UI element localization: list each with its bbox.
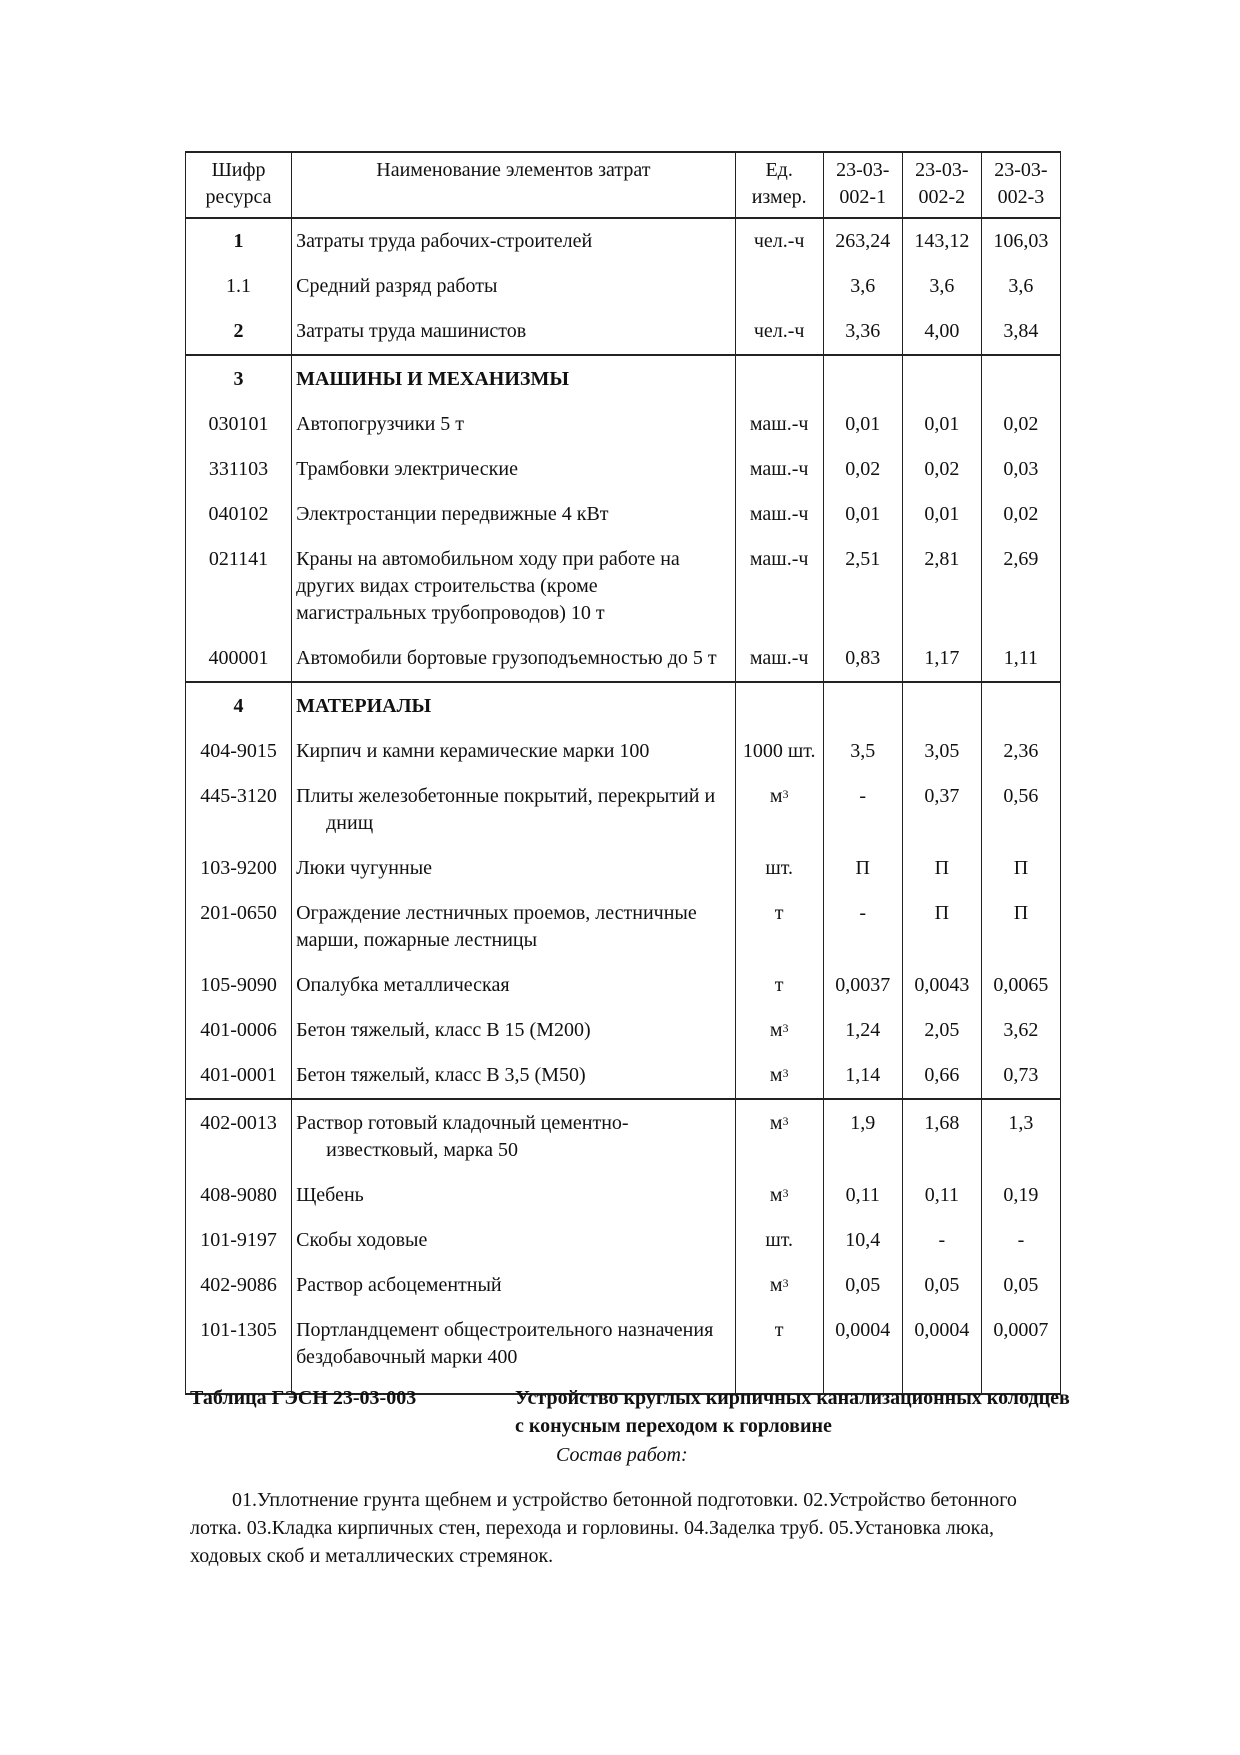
resource-name-text: Плиты железобетонные покрытий, перекрытий и — [296, 785, 716, 807]
unit-text: маш.-ч — [749, 413, 809, 435]
table-row — [186, 355, 1061, 402]
value-col2: 4,00 — [902, 309, 981, 355]
unit-cell — [735, 682, 823, 729]
resource-name-text: Скобы ходовые — [296, 1229, 428, 1251]
unit-cell — [735, 1053, 823, 1099]
value-col2: 2,81 — [902, 537, 981, 636]
table-row — [186, 492, 1061, 537]
unit-cell — [735, 537, 823, 636]
resource-code: 101-9197 — [186, 1218, 292, 1263]
resource-name-text: МАТЕРИАЛЫ — [296, 695, 432, 717]
unit-text: м — [769, 1112, 783, 1134]
resource-name-text: Щебень — [296, 1184, 364, 1206]
value-col1: 263,24 — [823, 218, 902, 264]
unit-cell — [735, 218, 823, 264]
resource-name-text: Ограждение лестничных проемов, лестничные марши, пожарные лестницы — [296, 902, 697, 951]
value-col1: 10,4 — [823, 1218, 902, 1263]
unit-text: маш.-ч — [749, 503, 809, 525]
value-col1: 0,01 — [823, 492, 902, 537]
value-col1: 3,6 — [823, 264, 902, 309]
unit-cell — [735, 309, 823, 355]
resource-name — [292, 1263, 736, 1308]
value-col2: П — [902, 846, 981, 891]
unit-exponent: 3 — [782, 1114, 789, 1128]
value-col1: 0,05 — [823, 1263, 902, 1308]
resource-code: 4 — [186, 682, 292, 729]
resource-name — [292, 963, 736, 1008]
value-col1: 1,24 — [823, 1008, 902, 1053]
value-col2: 0,37 — [902, 774, 981, 846]
resource-name-text: МАШИНЫ И МЕХАНИЗМЫ — [296, 368, 569, 390]
value-col1: 3,5 — [823, 729, 902, 774]
resource-name-text: Автомобили бортовые грузоподъемностью до 5 т — [296, 647, 717, 669]
unit-cell — [735, 891, 823, 963]
resource-name-text: Люки чугунные — [296, 857, 433, 879]
value-col3: 0,73 — [981, 1053, 1060, 1099]
table-number: Таблица ГЭСН 23-03-003 — [190, 1387, 417, 1409]
works-description: 01.Уплотнение грунта щебнем и устройство бетонной подготовки. 02.Устройство бетонного лотка. 03.Кладка кирпичных стен, перехода и горловины. 04.Заделка труб. 05.Установка люка, ходовых скоб и металлических стремянок. — [190, 1489, 1017, 1567]
value-col1: 2,51 — [823, 537, 902, 636]
table-row — [186, 1099, 1061, 1173]
resource-name — [292, 729, 736, 774]
unit-text: м — [769, 1019, 783, 1041]
resource-name — [292, 309, 736, 355]
unit-cell — [735, 1173, 823, 1218]
value-col1: П — [823, 846, 902, 891]
unit-cell — [735, 1263, 823, 1308]
resource-name — [292, 218, 736, 264]
value-col1: - — [823, 891, 902, 963]
resource-code: 331103 — [186, 447, 292, 492]
works-heading: Состав работ: — [556, 1444, 688, 1466]
value-col3: 0,03 — [981, 447, 1060, 492]
resource-name-text: Трамбовки электрические — [296, 458, 518, 480]
value-col1 — [823, 355, 902, 402]
resource-name — [292, 492, 736, 537]
resource-name — [292, 447, 736, 492]
value-col2: 2,05 — [902, 1008, 981, 1053]
resource-code: 445-3120 — [186, 774, 292, 846]
table-row — [186, 537, 1061, 636]
unit-cell — [735, 636, 823, 682]
unit-text: 1000 шт. — [742, 740, 816, 762]
resource-code: 401-0006 — [186, 1008, 292, 1053]
resource-name-text: Раствор готовый кладочный цементно- — [296, 1112, 629, 1134]
resource-name — [292, 1099, 736, 1173]
unit-cell — [735, 1308, 823, 1394]
value-col1: 1,9 — [823, 1099, 902, 1173]
unit-exponent: 3 — [782, 1021, 789, 1035]
unit-text: маш.-ч — [749, 548, 809, 570]
table-row — [186, 1218, 1061, 1263]
resource-name-text: Портландцемент общестроительного назначения бездобавочный марки 400 — [296, 1319, 714, 1368]
resource-code: 400001 — [186, 636, 292, 682]
value-col2: 1,68 — [902, 1099, 981, 1173]
value-col2: 3,6 — [902, 264, 981, 309]
resource-code: 105-9090 — [186, 963, 292, 1008]
resource-name-text: Бетон тяжелый, класс В 15 (М200) — [296, 1019, 591, 1041]
value-col1: 0,02 — [823, 447, 902, 492]
unit-cell — [735, 492, 823, 537]
resource-name — [292, 846, 736, 891]
resource-name — [292, 537, 736, 636]
resource-name — [292, 402, 736, 447]
value-col2: - — [902, 1218, 981, 1263]
resource-code: 404-9015 — [186, 729, 292, 774]
value-col3: 3,62 — [981, 1008, 1060, 1053]
resource-name-text: Опалубка металлическая — [296, 974, 510, 996]
header-name: Наименование элементов затрат — [292, 152, 736, 218]
unit-text: шт. — [765, 1229, 793, 1251]
unit-text: м — [769, 1274, 783, 1296]
header-unit: Ед. измер. — [735, 152, 823, 218]
header-col3: 23-03-002-3 — [981, 152, 1060, 218]
value-col3: 106,03 — [981, 218, 1060, 264]
unit-exponent: 3 — [782, 787, 789, 801]
resource-table — [185, 151, 1061, 1395]
value-col3: 0,05 — [981, 1263, 1060, 1308]
value-col1: 1,14 — [823, 1053, 902, 1099]
resource-name — [292, 1008, 736, 1053]
value-col2: 3,05 — [902, 729, 981, 774]
value-col2: 0,0043 — [902, 963, 981, 1008]
resource-name — [292, 1173, 736, 1218]
value-col3: 0,0007 — [981, 1308, 1060, 1394]
resource-code: 2 — [186, 309, 292, 355]
value-col2: 1,17 — [902, 636, 981, 682]
table-row — [186, 846, 1061, 891]
resource-code: 030101 — [186, 402, 292, 447]
resource-name — [292, 636, 736, 682]
unit-exponent: 3 — [782, 1066, 789, 1080]
unit-cell — [735, 1099, 823, 1173]
value-col2: 0,01 — [902, 492, 981, 537]
resource-name-text: Затраты труда рабочих-строителей — [296, 230, 593, 252]
value-col2: 0,05 — [902, 1263, 981, 1308]
value-col3: 0,56 — [981, 774, 1060, 846]
unit-text: т — [774, 1319, 784, 1341]
table-row — [186, 218, 1061, 264]
header-col2: 23-03-002-2 — [902, 152, 981, 218]
resource-name — [292, 682, 736, 729]
value-col3: 1,11 — [981, 636, 1060, 682]
resource-code: 021141 — [186, 537, 292, 636]
table-row — [186, 1008, 1061, 1053]
value-col1: - — [823, 774, 902, 846]
unit-cell — [735, 447, 823, 492]
value-col3: 0,02 — [981, 492, 1060, 537]
value-col3: 0,02 — [981, 402, 1060, 447]
unit-exponent: 3 — [782, 1276, 789, 1290]
resource-code: 3 — [186, 355, 292, 402]
resource-name-text: Электростанции передвижные 4 кВт — [296, 503, 609, 525]
table-row — [186, 1053, 1061, 1099]
unit-text: шт. — [765, 857, 793, 879]
resource-name-text: Бетон тяжелый, класс В 3,5 (М50) — [296, 1064, 586, 1086]
unit-text: маш.-ч — [749, 458, 809, 480]
unit-text: м — [769, 785, 783, 807]
table-row — [186, 309, 1061, 355]
resource-name-continuation: известковый, марка 50 — [326, 1139, 519, 1161]
resource-name-continuation: днищ — [326, 812, 374, 834]
value-col1: 0,11 — [823, 1173, 902, 1218]
resource-name — [292, 1218, 736, 1263]
resource-code: 101-1305 — [186, 1308, 292, 1394]
table-row — [186, 402, 1061, 447]
unit-cell — [735, 264, 823, 309]
value-col1: 0,01 — [823, 402, 902, 447]
value-col2: П — [902, 891, 981, 963]
resource-code: 201-0650 — [186, 891, 292, 963]
table-title: Устройство круглых кирпичных канализационных колодцев с конусным переходом к горловине — [515, 1387, 1070, 1437]
resource-code: 402-0013 — [186, 1099, 292, 1173]
header-col1: 23-03-002-1 — [823, 152, 902, 218]
table-header-row — [186, 152, 1061, 218]
value-col3: 2,36 — [981, 729, 1060, 774]
unit-text: м — [769, 1184, 783, 1206]
table-row — [186, 891, 1061, 963]
unit-exponent: 3 — [782, 1186, 789, 1200]
resource-name — [292, 264, 736, 309]
unit-cell — [735, 774, 823, 846]
table-row — [186, 682, 1061, 729]
table-row — [186, 774, 1061, 846]
table-row — [186, 963, 1061, 1008]
value-col1: 0,0004 — [823, 1308, 902, 1394]
resource-name-text: Автопогрузчики 5 т — [296, 413, 465, 435]
value-col1: 0,83 — [823, 636, 902, 682]
unit-text: чел.-ч — [753, 320, 805, 342]
table-row — [186, 729, 1061, 774]
value-col3 — [981, 682, 1060, 729]
value-col1 — [823, 682, 902, 729]
resource-code: 040102 — [186, 492, 292, 537]
resource-name-text: Раствор асбоцементный — [296, 1274, 502, 1296]
resource-code: 103-9200 — [186, 846, 292, 891]
value-col3: 2,69 — [981, 537, 1060, 636]
resource-code: 1 — [186, 218, 292, 264]
resource-code: 402-9086 — [186, 1263, 292, 1308]
value-col3: 1,3 — [981, 1099, 1060, 1173]
resource-name-text: Средний разряд работы — [296, 275, 498, 297]
resource-name-text: Кирпич и камни керамические марки 100 — [296, 740, 650, 762]
value-col3: П — [981, 891, 1060, 963]
value-col3: П — [981, 846, 1060, 891]
unit-cell — [735, 355, 823, 402]
table-row — [186, 1263, 1061, 1308]
value-col2: 0,11 — [902, 1173, 981, 1218]
unit-cell — [735, 1008, 823, 1053]
unit-cell — [735, 1218, 823, 1263]
value-col3: 0,0065 — [981, 963, 1060, 1008]
resource-name — [292, 355, 736, 402]
value-col3 — [981, 355, 1060, 402]
table-row — [186, 636, 1061, 682]
resource-code: 1.1 — [186, 264, 292, 309]
header-code: Шифр ресурса — [186, 152, 292, 218]
unit-text: маш.-ч — [749, 647, 809, 669]
value-col2: 0,0004 — [902, 1308, 981, 1394]
value-col1: 3,36 — [823, 309, 902, 355]
table-row — [186, 1308, 1061, 1394]
table-row — [186, 1173, 1061, 1218]
value-col3: 0,19 — [981, 1173, 1060, 1218]
unit-cell — [735, 846, 823, 891]
resource-name-text: Затраты труда машинистов — [296, 320, 527, 342]
unit-text: м — [769, 1064, 783, 1086]
unit-cell — [735, 963, 823, 1008]
resource-code: 401-0001 — [186, 1053, 292, 1099]
table-row — [186, 264, 1061, 309]
value-col3: 3,6 — [981, 264, 1060, 309]
value-col2 — [902, 682, 981, 729]
unit-text: чел.-ч — [753, 230, 805, 252]
value-col2: 143,12 — [902, 218, 981, 264]
table-row — [186, 447, 1061, 492]
resource-code: 408-9080 — [186, 1173, 292, 1218]
unit-text: т — [774, 902, 784, 924]
value-col2: 0,01 — [902, 402, 981, 447]
value-col2 — [902, 355, 981, 402]
resource-name — [292, 1308, 736, 1394]
resource-name-text: Краны на автомобильном ходу при работе на других видах строительства (кроме магистральных трубопроводов) 10 т — [296, 548, 680, 624]
resource-name — [292, 1053, 736, 1099]
value-col2: 0,66 — [902, 1053, 981, 1099]
resource-name — [292, 891, 736, 963]
value-col1: 0,0037 — [823, 963, 902, 1008]
unit-cell — [735, 402, 823, 447]
value-col3: - — [981, 1218, 1060, 1263]
value-col2: 0,02 — [902, 447, 981, 492]
value-col3: 3,84 — [981, 309, 1060, 355]
unit-text: т — [774, 974, 784, 996]
unit-cell — [735, 729, 823, 774]
resource-name — [292, 774, 736, 846]
